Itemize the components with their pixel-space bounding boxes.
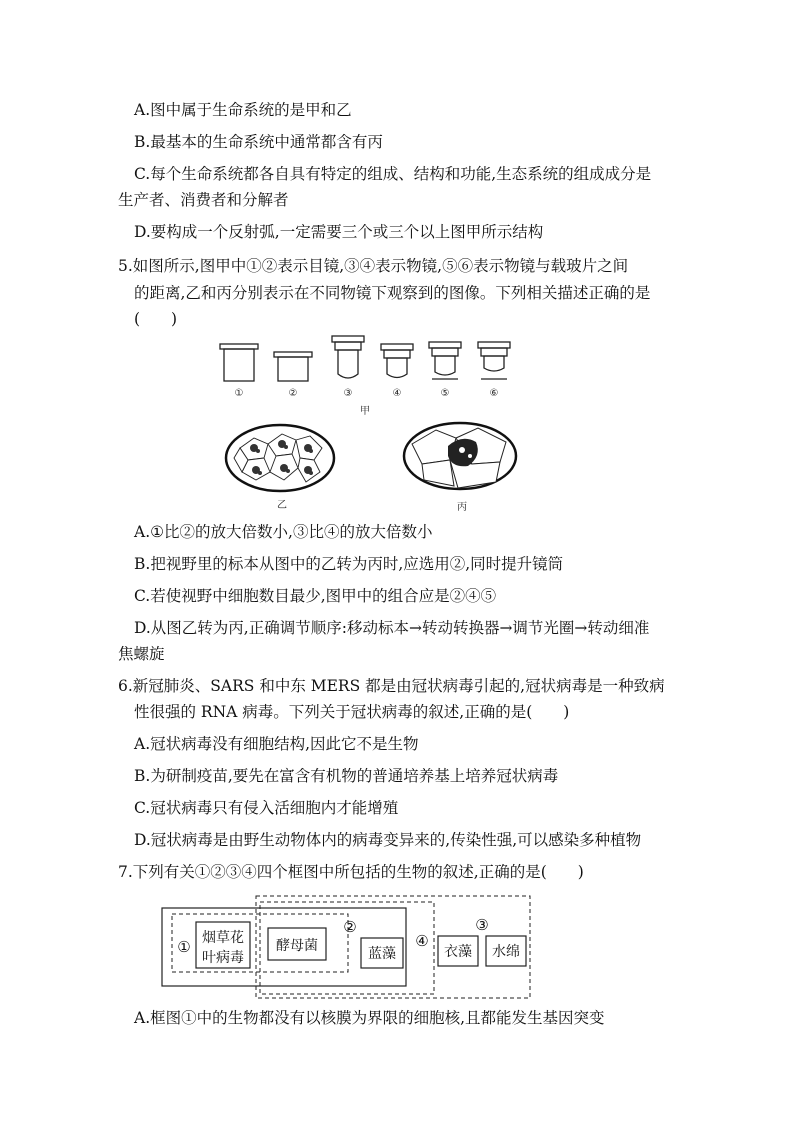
q5-stem-line3: ( ) [134,310,178,328]
chlamydomonas-label: 衣藻 [444,944,472,960]
q6-option-b: B.为研制疫苗,要先在富含有机物的普通培养基上培养冠状病毒 [134,767,559,785]
q5-option-d-line2: 焦螺旋 [118,645,165,663]
figure-yi-label: 乙 [277,500,287,511]
q6-stem-line2: 性很强的 RNA 病毒。下列关于冠状病毒的叙述,正确的是( ) [134,703,570,721]
lens-label-3: ③ [343,388,353,399]
q4-option-b: B.最基本的生命系统中通常都含有丙 [134,133,383,151]
lens-label-2: ② [288,388,298,399]
q5-option-d-line1: D.从图乙转为丙,正确调节顺序:移动标本→转动转换器→调节光圈→转动细准 [134,619,650,637]
q5-stem-line1: 5.如图所示,图甲中①②表示目镜,③④表示物镜,⑤⑥表示物镜与载玻片之间 [118,257,629,275]
q5-option-c: C.若使视野中细胞数目最少,图甲中的组合应是②④⑤ [134,587,497,605]
lens-label-5: ⑤ [440,388,450,399]
q6-option-a: A.冠状病毒没有细胞结构,因此它不是生物 [134,735,419,753]
yeast-label: 酵母菌 [276,938,318,954]
q5-option-b: B.把视野里的标本从图中的乙转为丙时,应选用②,同时提升镜筒 [134,555,564,573]
q4-option-a: A.图中属于生命系统的是甲和乙 [134,101,352,119]
lens-label-1: ① [234,388,244,399]
q7-stem: 7.下列有关①②③④四个框图中所包括的生物的叙述,正确的是( ) [118,863,584,881]
box-2-label: ② [343,918,357,936]
microscope-figure [210,330,530,515]
lens-label-4: ④ [392,388,402,399]
q4-option-c-line2: 生产者、消费者和分解者 [118,191,289,209]
box-3-label: ③ [475,916,489,934]
q7-option-a: A.框图①中的生物都没有以核膜为界限的细胞核,且都能发生基因突变 [134,1009,605,1027]
view-yi [226,425,334,511]
lens-label-6: ⑥ [489,388,499,399]
box-4-label: ④ [415,932,429,950]
cyanobacteria-label: 蓝藻 [368,946,396,962]
tobacco-virus-line1: 烟草花 [202,930,244,946]
q5-option-a: A.①比②的放大倍数小,③比④的放大倍数小 [134,523,433,541]
q6-option-c: C.冠状病毒只有侵入活细胞内才能增殖 [134,799,399,817]
spirogyra-label: 水绵 [492,944,520,960]
box-1-label: ① [177,938,191,956]
figure-bing-label: 丙 [457,502,467,513]
q4-option-c-line1: C.每个生命系统都各自具有特定的组成、结构和功能,生态系统的组成成分是 [134,165,652,183]
q4-option-d: D.要构成一个反射弧,一定需要三个或三个以上图甲所示结构 [134,223,544,241]
q6-option-d: D.冠状病毒是由野生动物体内的病毒变异来的,传染性强,可以感染多种植物 [134,831,642,849]
figure-jia-label: 甲 [360,406,370,417]
q5-stem-line2: 的距离,乙和丙分别表示在不同物镜下观察到的图像。下列相关描述正确的是 [134,284,651,302]
tobacco-virus-line2: 叶病毒 [202,950,244,966]
q6-stem-line1: 6.新冠肺炎、SARS 和中东 MERS 都是由冠状病毒引起的,冠状病毒是一种致病 [118,677,665,695]
organism-box-diagram [160,892,536,1002]
view-bing [404,423,516,513]
